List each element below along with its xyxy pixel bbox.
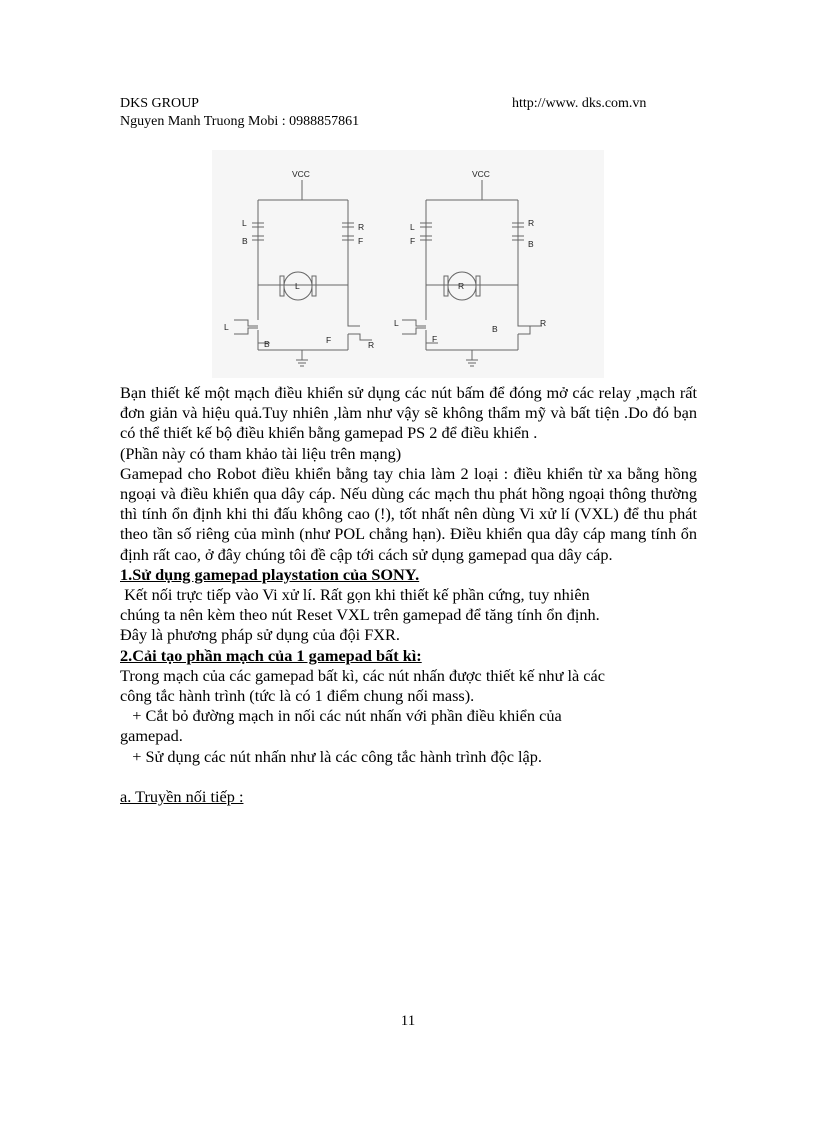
right-switch-label: F [432, 334, 438, 344]
paragraph: (Phần này có tham khảo tài liệu trên mạng) [120, 443, 402, 463]
left-switch-label: B [264, 339, 270, 349]
right-switch-label: R [528, 218, 535, 228]
right-switch-label: R [540, 318, 547, 328]
header-group-name: DKS GROUP [120, 96, 199, 111]
right-switch-label: B [492, 324, 498, 334]
paragraph: Bạn thiết kế một mạch điều khiển sử dụng các nút bấm để đóng mở các relay ,mạch rất đơn giản và hiệu quả.Tuy nhiên ,làm như vậy sẽ không thẩm mỹ và bất tiện .Do đó bạn có thể thiết kế bộ điều khiển bằng gamepad PS 2 để điều khiển . [120, 383, 697, 443]
left-switch-label: L [242, 218, 247, 228]
left-switch-label: F [326, 335, 332, 345]
section-heading: 1.Sử dụng gamepad playstation của SONY. [120, 564, 420, 584]
text-line: + Sử dụng các nút nhấn như là các công tắc hành trình độc lập. [120, 746, 542, 766]
text-line: + Cắt bỏ đường mạch in nối các nút nhấn với phần điều khiển của [120, 706, 562, 726]
header-url: http://www. dks.com.vn [512, 96, 647, 111]
text-line: chúng ta nên kèm theo nút Reset VXL trên gamepad để tăng tính ổn định. [120, 605, 600, 625]
page-number: 11 [400, 1013, 416, 1029]
left-switch-label: R [368, 340, 375, 350]
subsection-heading: a. Truyền nối tiếp : [120, 786, 244, 806]
right-switch-label: L [410, 222, 415, 232]
text-line: Kết nối trực tiếp vào Vi xử lí. Rất gọn khi thiết kế phần cứng, tuy nhiên [120, 585, 590, 605]
text-line: công tắc hành trình (tức là có 1 điểm chung nối mass). [120, 686, 475, 706]
text-line: Đây là phương pháp sử dụng của đội FXR. [120, 625, 400, 645]
right-vcc-label: VCC [472, 169, 490, 179]
text-line: Trong mạch của các gamepad bất kì, các nút nhấn được thiết kế như là các [120, 665, 605, 685]
section-heading: 2.Cải tạo phần mạch của 1 gamepad bất kì: [120, 645, 422, 665]
right-switch-label: L [394, 318, 399, 328]
right-motor-label: R [458, 281, 465, 291]
text-line: gamepad. [120, 726, 183, 746]
left-motor-label: L [295, 281, 300, 291]
relay-circuit-diagram [212, 150, 604, 378]
right-switch-label: F [410, 236, 416, 246]
header-contact: Nguyen Manh Truong Mobi : 0988857861 [120, 114, 360, 129]
left-switch-label: B [242, 236, 248, 246]
right-switch-label: B [528, 239, 534, 249]
left-switch-label: R [358, 222, 365, 232]
left-switch-label: F [358, 236, 364, 246]
left-switch-label: L [224, 322, 229, 332]
paragraph: Gamepad cho Robot điều khiển bằng tay chia làm 2 loại : điều khiển từ xa bằng hồng ngoại và điều khiển qua dây cáp. Nếu dùng các mạch thu phát hồng ngoại thông thường thì tính ổn định khi thi đấu không cao (!), tốt nhất nên dùng Vi xử lí (VXL) để thu phát theo tần số riêng của mình (như POL chẳng hạn). Điều khiển qua dây cáp mang tính ổn định rất cao, ở đây chúng tôi đề cập tới cách sử dụng gamepad qua dây cáp. [120, 463, 697, 564]
document-body [120, 383, 697, 807]
left-vcc-label: VCC [292, 169, 310, 179]
